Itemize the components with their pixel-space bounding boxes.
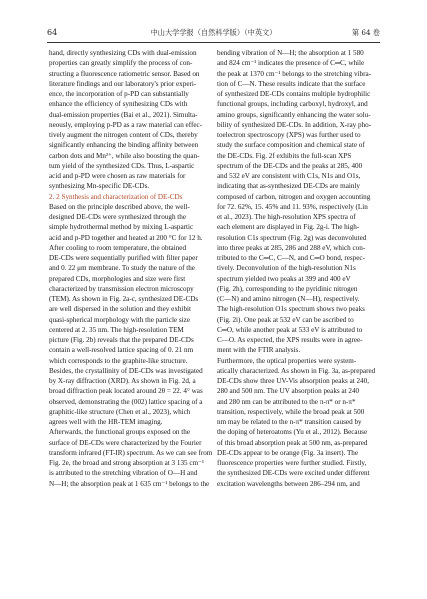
text-line: designed DE-CDs were synthesized through the — [49, 213, 187, 221]
text-line: and 824 cm⁻¹ indicates the presence of C═C, while — [217, 59, 365, 68]
text-line: quasi-spherical morphology with the particle size — [49, 315, 190, 324]
text-line: Fig. 2e, the broad and strong absorption at 3 135 cm⁻¹ — [49, 459, 205, 467]
text-line: and 280 nm can be attributed to the π-π* or n-π* — [217, 397, 356, 406]
text-line: nm may be related to the n-π* transition caused by — [217, 418, 362, 426]
text-line: composed of carbon, nitrogen and oxygen accounting — [217, 192, 371, 201]
text-line: acid and p-PD together and heated at 200 °C for 12 h. — [49, 233, 203, 242]
text-line: of this broad absorption peak at 500 nm, as-prepared — [217, 438, 368, 447]
text-line: into three peaks at 285, 286 and 288 eV, which con- — [217, 243, 366, 252]
text-line: broad diffraction peak located around 2θ = 22. 4° was — [49, 387, 203, 396]
text-line: tum yield of the synthesized CDs. Thus, L-aspartic — [49, 161, 195, 170]
text-line: tion of C—N. These results indicate that the surface — [217, 79, 366, 88]
text-line: is attributed to the stretching vibration of O—H and — [49, 469, 198, 478]
text-line: and 532 eV are consistent with C1s, N1s and O1s, — [217, 172, 361, 180]
text-line: The high-resolution O1s spectrum shows two peaks — [217, 305, 365, 314]
text-line: Furthermore, the optical properties were system- — [217, 356, 357, 365]
text-line: structing a fluorescence ratiometric sensor. Based on — [49, 69, 200, 78]
text-line: Besides, the crystallinity of DE-CDs was investigated — [49, 366, 203, 375]
text-line: indicating that as-synthesized DE-CDs are mainly — [217, 182, 360, 191]
text-line: observed, demonstrating the (002) lattice spacing of a — [49, 397, 203, 406]
text-line: C—O. As expected, the XPS results were in agree- — [217, 336, 363, 344]
text-line: literature findings and our laboratory's prior experi- — [49, 79, 197, 88]
text-line: DE-CDs appear to be orange (Fig. 3a insert). The — [217, 448, 359, 457]
page-number: 64 — [47, 28, 58, 37]
text-line: the doping of heteroatoms (Yu et al., 2012). Because — [217, 428, 368, 437]
right-column — [217, 48, 378, 489]
text-line: enhance the efficiency of synthesizing CDs with — [49, 100, 188, 109]
page-header — [47, 28, 380, 42]
text-line: spectrum of the DE-CDs and the peaks at 285, 400 — [217, 161, 363, 170]
text-line: functional groups, including carboxyl, hydroxyl, and — [217, 100, 368, 109]
left-column — [49, 48, 213, 489]
text-line: C═O, while another peak at 533 eV is attributed to — [217, 325, 363, 334]
text-line: atically characterized. As shown in Fig. 3a, as-prepared — [217, 366, 376, 375]
text-line: (Fig. 2i). One peak at 532 eV can be ascribed to — [217, 315, 354, 324]
text-line: bending vibration of N—H; the absorption at 1 580 — [217, 49, 364, 57]
text-line: After cooling to room temperature, the obtained — [49, 243, 187, 252]
text-line: transform infrared (FT-IR) spectrum. As we can see from — [49, 448, 213, 457]
text-line: properties can greatly simplify the process of con- — [49, 59, 193, 68]
section-heading: 2. 2 Synthesis and characterization of DE-CDs — [49, 192, 183, 201]
text-line: toelectron spectroscopy (XPS) was further used to — [217, 131, 361, 139]
text-line: which corresponds to the graphite-like structure. — [49, 356, 188, 365]
text-line: bility of synthesized DE-CDs. In addition, X-ray pho- — [217, 120, 372, 129]
text-line: Afterwards, the functional groups exposed on the — [49, 428, 190, 437]
text-line: contain a well-resolved lattice spacing of 0. 21 nm — [49, 346, 194, 355]
text-line: are well dispersed in the solution and they exhibit — [49, 305, 191, 314]
text-line: hand, directly synthesizing CDs with dual-emission — [49, 49, 197, 57]
text-line: and 0. 22 μm membrane. To study the nature of the — [49, 264, 195, 273]
text-line: each element are displayed in Fig. 2g-i. The high- — [217, 223, 360, 232]
text-line: dual-emission properties (Bai et al., 2021). Simulta- — [49, 110, 198, 119]
text-line: (C—N) and amino nitrogen (N—H), respectively. — [217, 295, 360, 303]
header-rule — [47, 42, 380, 43]
text-line: by X-ray diffraction (XRD). As shown in Fig. 2d, a — [49, 377, 196, 385]
text-line: (TEM). As shown in Fig. 2a-c, synthesized DE-CDs — [49, 295, 199, 303]
text-line: DE-CDs show three UV-Vis absorption peaks at 240, — [217, 377, 370, 385]
text-line: the DE-CDs. Fig. 2f exhibits the full-scan XPS — [217, 151, 352, 160]
text-line: synthesizing Mn-specific DE-CDs. — [49, 182, 150, 191]
text-line: agrees well with the HR-TEM imaging. — [49, 418, 163, 426]
text-line: of synthesized DE-CDs contains multiple hydrophilic — [217, 90, 371, 98]
text-line: ence, the incorporation of p-PD can substantially — [49, 90, 189, 98]
text-line: simple hydrothermal method by mixing L-aspartic — [49, 223, 194, 232]
text-line: transition, respectively, while the broad peak at 500 — [217, 407, 365, 416]
text-line: Based on the principle described above, the well- — [49, 202, 190, 211]
text-line: characterized by transmission electron microscopy — [49, 284, 194, 293]
text-line: surface of DE-CDs were characterized by the Fourier — [49, 438, 202, 447]
journal-title: 中山大学学报（自然科学版）（中英文） — [150, 28, 277, 37]
text-line: excitation wavelengths between 286–294 nm, and — [217, 479, 360, 488]
text-line: the synthesized DE-CDs were excited under different — [217, 469, 370, 478]
text-line: 280 and 500 nm. The UV absorption peaks at 240 — [217, 387, 360, 396]
text-line: tributed to the C═C, C—N, and C═O bond, respec- — [217, 254, 365, 262]
text-line: prepared CDs, morphologies and size were first — [49, 274, 186, 283]
text-line: resolution C1s spectrum (Fig. 2g) was deconvoluted — [217, 233, 367, 242]
text-line: carbon dots and Mn²⁺, while also boosting the quan- — [49, 151, 200, 160]
text-line: DE-CDs were sequentially purified with filter paper — [49, 254, 198, 262]
text-line: significantly enhancing the binding affinity between — [49, 141, 199, 150]
text-line: the peak at 1370 cm⁻¹ belongs to the stretching vibra- — [217, 69, 372, 78]
text-line: N—H; the absorption peak at 1 635 cm⁻¹ belongs to the — [49, 479, 210, 488]
volume-label: 第 64 卷 — [351, 28, 380, 37]
text-line: fluorescence properties were further studied. Firstly, — [217, 459, 367, 467]
text-line: for 72. 62%, 15. 45% and 11. 93%, respectively (Lin — [217, 202, 368, 211]
text-line: neously, employing p-PD as a raw material can effec- — [49, 120, 203, 129]
text-line: study the surface composition and chemical state of — [217, 141, 365, 150]
text-line: picture (Fig. 2b) reveals that the prepared DE-CDs — [49, 336, 194, 344]
text-line: acid and p-PD were chosen as raw materials for — [49, 172, 186, 180]
text-line: (Fig. 2h), corresponding to the pyridinic nitrogen — [217, 284, 358, 293]
text-line: tively. Deconvolution of the high-resolution N1s — [217, 264, 356, 273]
text-line: et al., 2023). The high-resolution XPS spectra of — [217, 213, 356, 221]
text-line: graphitic-like structure (Chen et al., 2023), which — [49, 407, 191, 416]
text-line: centered at 2. 35 nm. The high-resolution TEM — [49, 325, 184, 334]
text-line: amino groups, significantly enhancing the water solu- — [217, 110, 371, 119]
text-line: spectrum yielded two peaks at 399 and 400 eV — [217, 274, 351, 283]
text-line: tively augment the nitrogen content of CDs, thereby — [49, 131, 198, 139]
text-line: ment with the FTIR analysis. — [217, 346, 301, 355]
